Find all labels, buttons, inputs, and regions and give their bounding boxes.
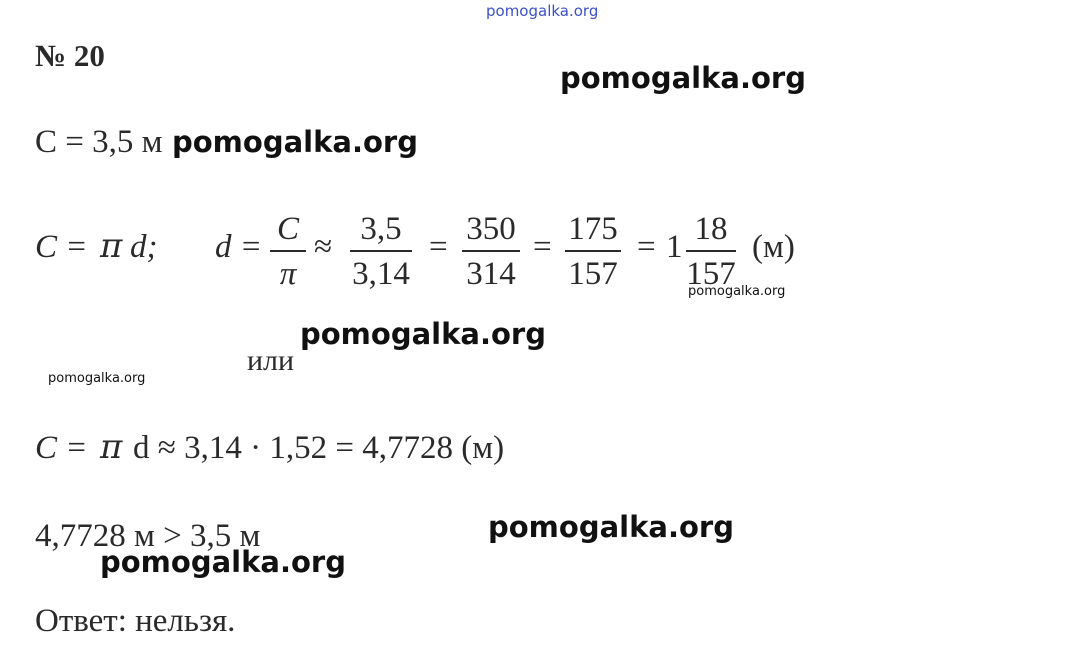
fraction-denominator: 314 [466,256,516,292]
watermark-small-2: pomogalka.org [48,371,146,386]
fraction-bar [462,250,520,252]
watermark-top: pomogalka.org [486,2,599,20]
comparison-line: 4,7728 м > 3,5 м [35,518,261,554]
formula-c-eq: C = [35,229,88,265]
fraction-denominator: π [279,256,297,292]
fraction-numerator: 350 [466,211,516,247]
watermark-5: pomogalka.org [100,545,346,579]
calc-rest: d ≈ 3,14 · 1,52 = 4,7728 (м) [133,430,505,466]
answer-line: Ответ: нельзя. [35,603,236,639]
unit-meters: (м) [752,229,795,265]
fraction-numerator: 175 [568,211,618,247]
fraction-350-over-314 [462,213,520,291]
fraction-denominator: 157 [568,256,618,292]
watermark-4: pomogalka.org [488,510,734,544]
fraction-denominator: 3,14 [352,256,410,292]
watermark-3: pomogalka.org [300,317,546,351]
problem-number: № 20 [35,38,105,73]
watermark-small-1: pomogalka.org [688,284,786,299]
fraction-175-over-157 [565,213,621,291]
equals-sign: = [637,229,656,265]
fraction-bar [270,250,306,252]
calc-c-eq: C = [35,430,88,466]
mixed-whole-part: 1 [666,229,683,265]
fraction-numerator: 3,5 [360,211,402,247]
fraction-c-over-pi [270,213,306,291]
fraction-bar [686,250,736,252]
approx-sign: ≈ [314,229,333,265]
formula-d: d; [130,229,158,265]
fraction-denominator: 157 [686,256,736,292]
fraction-bar [565,250,621,252]
calc-pi: π [100,427,123,467]
or-word: или [247,344,295,377]
fraction-3-5-over-3-14 [350,213,412,291]
watermark-2: pomogalka.org [172,125,418,159]
given-line: C = 3,5 м [35,124,163,160]
equals-sign: = [429,229,448,265]
fraction-bar [350,250,412,252]
fraction-numerator: C [276,211,299,247]
fraction-18-over-157 [686,213,736,291]
watermark-1: pomogalka.org [560,61,806,95]
formula-pi: π [100,226,123,266]
fraction-numerator: 18 [694,211,728,247]
equals-sign: = [533,229,552,265]
formula-d-eq: d = [215,229,263,265]
